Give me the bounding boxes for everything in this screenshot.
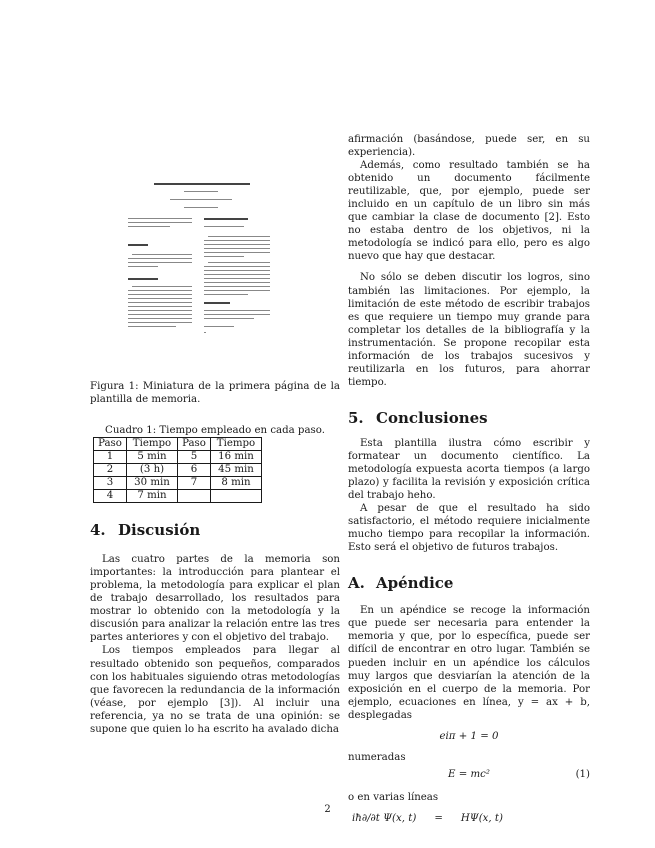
table-row <box>94 451 262 464</box>
section-number: 5. <box>348 408 364 427</box>
table-cell: 7 <box>178 477 211 490</box>
table-cell: 2 <box>94 464 127 477</box>
section-heading-apendice <box>348 574 590 592</box>
table-cell: 8 min <box>211 477 262 490</box>
table-header-row <box>94 438 262 451</box>
table-cell: 45 min <box>211 464 262 477</box>
left-column <box>90 160 340 736</box>
paragraph: No sólo se deben discutir los logros, sino también las limitaciones. Por ejemplo, la limitación de este método de escribir trabajos es que requiere un tiempo muy grande para completar los detalles de la bibliografía y la instrumentación. Se propone recopilar esta información de los trabajos sucesivos y reutilizarla en los futuros, para ahorrar tiempo. <box>348 272 590 388</box>
table-cell: 5 <box>178 451 211 464</box>
section-number: A. <box>348 574 365 593</box>
section-title: Discusión <box>118 521 201 540</box>
time-table <box>93 437 262 503</box>
first-page-thumbnail <box>122 160 280 336</box>
equation-body: E = mc² <box>448 768 490 780</box>
figure-caption: Figura 1: Miniatura de la primera página de la plantilla de memoria. <box>90 381 340 406</box>
table-cell <box>211 490 262 503</box>
table-caption: Cuadro 1: Tiempo empleado en cada paso. <box>105 425 325 437</box>
paragraph: En un apéndice se recoge la información que puede ser necesaria para entender la memoria y que, por lo específica, puede ser difícil de encontrar en otro lugar. También se pueden incluir en un apéndice los cálculos muy largos que desviarían la atención de la exposición en el cuerpo de la memoria. Por ejemplo, ecuaciones en línea, y = ax + b, desplegadas <box>348 605 590 721</box>
table-cell <box>178 490 211 503</box>
table-header: Paso <box>178 438 211 451</box>
table-cell: 5 min <box>127 451 178 464</box>
paragraph: Los tiempos empleados para llegar al resultado obtenido son pequeños, comparados con los habituales siguiendo otras metodologías que favorecen la redundancia de la información (véase, por ejemplo [3]). Al incluir una referencia, ya no se trata de una opinión: se supone que quien lo ha escrito ha avalado dicha <box>90 645 340 735</box>
paragraph: A pesar de que el resultado ha sido satisfactorio, el método requiere inicialmente mucho tiempo para recopilar la información. Esto será el objetivo de futuros trabajos. <box>348 503 590 554</box>
table-cell: (3 h) <box>127 464 178 477</box>
right-column <box>348 133 590 825</box>
numbered-equation <box>348 768 590 781</box>
section-number: 4. <box>90 521 106 540</box>
table-cell: 1 <box>94 451 127 464</box>
paragraph: o en varias líneas <box>348 791 439 803</box>
table-header: Tiempo <box>211 438 262 451</box>
equation-equals: = <box>434 812 443 824</box>
paragraph: Además, como resultado también se ha obtenido un documento fácilmente reutilizable, que, por ejemplo, puede ser incluido en un capítulo de un libro sin más que cambiar la clase de documento [2]. Esto no estaba dentro de los objetivos, ni la metodología se indicó para ello, pero es algo nuevo que hay que destacar. <box>348 160 590 263</box>
paragraph: Esta plantilla ilustra cómo escribir y formatear un documento científico. La metodología expuesta acorta tiempos (a largo plazo) y facilita la revisión y exposición crítica del trabajo heho. <box>348 437 590 502</box>
table-row <box>94 464 262 477</box>
page-number: 2 <box>324 804 331 815</box>
display-equation: eiπ + 1 = 0 <box>439 730 499 742</box>
table-cell: 7 min <box>127 490 178 503</box>
table-cell: 16 min <box>211 451 262 464</box>
equation-number: (1) <box>575 768 590 780</box>
section-title: Apéndice <box>376 574 454 593</box>
paragraph: Las cuatro partes de la memoria son importantes: la introducción para plantear el problema, la metodología para explicar el plan de trabajo desarrollado, los resultados para mostrar lo obtenido con la metodología y la discusión para analizar la relación entre las tres partes anteriores y con el objetivo del trabajo. <box>90 554 340 644</box>
paragraph-continuation: afirmación (basándose, puede ser, en su experiencia). <box>348 134 590 159</box>
table-cell: 6 <box>178 464 211 477</box>
table-row <box>94 490 262 503</box>
paragraph: numeradas <box>348 751 406 763</box>
section-heading-conclusiones <box>348 409 590 427</box>
table-cell: 4 <box>94 490 127 503</box>
table-header: Paso <box>94 438 127 451</box>
equation-lhs: iħ∂/∂t Ψ(x, t) <box>352 812 417 824</box>
equation-rhs: HΨ(x, t) <box>460 812 503 824</box>
table-row <box>94 477 262 490</box>
table-header: Tiempo <box>127 438 178 451</box>
table-cell: 30 min <box>127 477 178 490</box>
table-cell: 3 <box>94 477 127 490</box>
section-title: Conclusiones <box>376 408 488 427</box>
section-heading-discusion <box>90 521 340 539</box>
